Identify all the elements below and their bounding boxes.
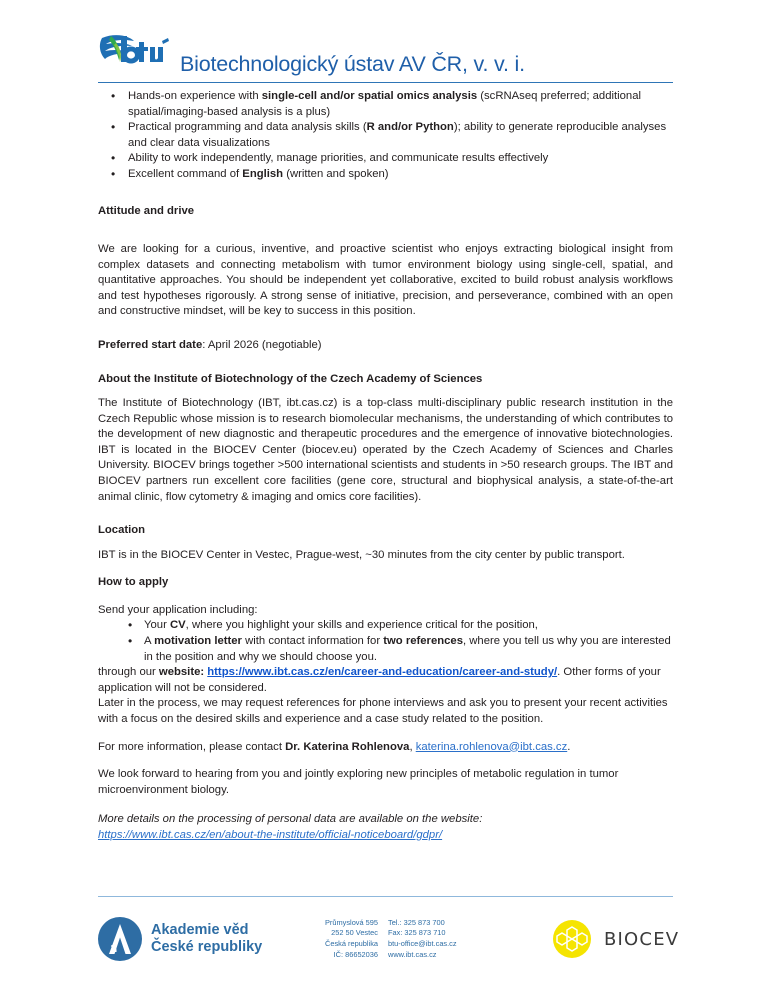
footer-tel: Tel.: 325 873 700	[388, 917, 445, 927]
footer-address-block	[306, 918, 488, 961]
footer-fax: Fax: 325 873 710	[388, 928, 446, 938]
apply-bullet-bold-2: two references	[383, 635, 463, 648]
address-country: Česká republika	[325, 939, 378, 948]
website-label: website:	[158, 666, 205, 679]
bullet-text-pre: Practical programming and data analysis skills (	[128, 121, 367, 134]
footer-address-right	[388, 918, 488, 961]
gdpr-note: More details on the processing of personal data are available on the website:	[98, 813, 483, 826]
attitude-paragraph: We are looking for a curious, inventive, and proactive scientist who enjoys extracting biological insight from complex datasets and connecting metabolism with tumor environment biology using single-cell, spatial, and quantitative approaches. You should be independent yet collaborative, excited to build robust analysis workflows and test hypotheses rigorously. A strong sense of initiative, precision, and perseverance, combined with an open and constructive mindset, will be key to success in this position.	[98, 243, 673, 318]
apply-bullet-mid: with contact information for	[241, 635, 384, 648]
bullet-text-pre: Hands-on experience with	[128, 90, 262, 102]
period: .	[567, 740, 571, 753]
academy-name	[151, 922, 262, 956]
apply-intro: Send your application including:	[98, 603, 258, 616]
document-footer	[98, 896, 680, 961]
biocev-hexagon-icon	[552, 919, 592, 959]
contact-email-link[interactable]: katerina.rohlenova@ibt.cas.cz	[415, 740, 568, 753]
bullet-text-post: (scRNAseq preferred; additional spatial/imaging-based analysis is a plus)	[128, 90, 642, 118]
apply-bullet-bold: CV	[169, 619, 186, 632]
apply-bullet-bold: motivation letter	[154, 635, 242, 648]
document-content	[98, 30, 673, 843]
apply-bullet-post: , where you tell us why you are interested in the position and why we should choose you.	[144, 635, 671, 663]
footer-website[interactable]: www.ibt.cas.cz	[388, 949, 437, 959]
bullet-text-bold: English	[242, 167, 284, 180]
apply-bullet-pre: Your	[144, 619, 170, 632]
location-paragraph: IBT is in the BIOCEV Center in Vestec, Prague-west, ~30 minutes from the city center by public transport.	[98, 548, 625, 561]
location-heading: Location	[98, 524, 146, 537]
academy-of-sciences-logo	[98, 917, 298, 961]
document-header	[94, 30, 673, 78]
comma: ,	[409, 740, 416, 753]
contact-person-name: Dr. Katerina Rohlenova	[285, 740, 410, 753]
footer-divider	[98, 896, 673, 897]
bullet-text-post: ); ability to generate reproducible analyses and clear data visualizations	[128, 121, 667, 149]
attitude-heading: Attitude and drive	[98, 205, 195, 218]
career-website-link[interactable]: https://www.ibt.cas.cz/en/career-and-education/career-and-study/	[207, 666, 558, 679]
biocev-wordmark: BIOCEV	[604, 928, 680, 950]
bullet-text-post: (written and spoken)	[283, 167, 389, 180]
address-city: 252 50 Vestec	[331, 928, 378, 938]
footer-row	[98, 917, 680, 961]
start-date-value: : April 2026 (negotiable)	[202, 338, 322, 351]
apply-bullet-pre: A	[144, 635, 155, 648]
bullet-text-pre: Excellent command of	[128, 167, 243, 180]
apply-bullet-post: , where you highlight your skills and experience critical for the position,	[185, 619, 538, 632]
academy-line-1: Akademie věd	[151, 921, 249, 938]
start-date-label: Preferred start date	[98, 338, 203, 351]
contact-prefix: For more information, please contact	[98, 740, 286, 753]
list-item	[98, 151, 673, 167]
bullet-text-pre: Ability to work independently, manage priorities, and communicate results effectively	[128, 152, 549, 165]
contact-line	[98, 740, 673, 756]
gdpr-link-line	[98, 828, 673, 844]
preferred-start-date	[98, 338, 673, 354]
about-heading: About the Institute of Biotechnology of the Czech Academy of Sciences	[98, 372, 483, 385]
footer-address-left	[306, 918, 378, 961]
list-item	[98, 89, 673, 120]
apply-list	[98, 618, 673, 665]
list-item	[98, 634, 673, 665]
address-street: Průmyslová 595	[325, 917, 378, 927]
address-ico: IČ: 86652036	[333, 949, 378, 959]
through-suffix: . Other forms of your application will not be considered.	[98, 666, 661, 694]
academy-line-2: České republiky	[151, 939, 263, 955]
list-item	[98, 120, 673, 151]
footer-email[interactable]: btu-office@ibt.cas.cz	[388, 939, 457, 948]
bullet-text-bold: single-cell and/or spatial omics analysis	[261, 90, 478, 102]
gdpr-link[interactable]: https://www.ibt.cas.cz/en/about-the-institute/official-noticeboard/gdpr/	[98, 828, 443, 841]
bullet-text-bold: R and/or Python	[366, 121, 454, 134]
about-paragraph: The Institute of Biotechnology (IBT, ibt.cas.cz) is a top-class multi-disciplinary public research institution in the Czech Republic whose mission is to research biomolecular mechanisms, the understanding of which contributes to the development of new diagnostic and therapeutic procedures and the emergence of innovative biotechnologies. IBT is located in the BIOCEV Center (biocev.eu) operated by the Czech Academy of Sciences and Charles University. BIOCEV brings together >500 international scientists and students in >50 research groups. The IBT and BIOCEV partners run excellent core facilities (gene core, structural and biophysical analysis, a state-of-the-art animal clinic, flow cytometry & imaging and omics core facilities).	[98, 397, 673, 503]
btu-logo-icon	[94, 32, 178, 78]
closing-paragraph: We look forward to hearing from you and jointly exploring new principles of metabolic regulation in tumor microenvironment biology.	[98, 768, 619, 796]
apply-heading: How to apply	[98, 576, 169, 589]
later-paragraph: Later in the process, we may request references for phone interviews and ask you to present your recent activities with a focus on the desired skills and experience and a case study related to the position.	[98, 697, 668, 725]
avcr-circle-icon	[98, 917, 142, 961]
through-prefix: through our	[98, 666, 159, 679]
page-title: Biotechnologický ústav AV ČR, v. v. i.	[180, 51, 525, 76]
biocev-logo	[552, 919, 679, 959]
requirements-list	[98, 89, 673, 182]
list-item	[98, 618, 673, 634]
website-line	[98, 665, 673, 696]
list-item	[98, 167, 673, 183]
